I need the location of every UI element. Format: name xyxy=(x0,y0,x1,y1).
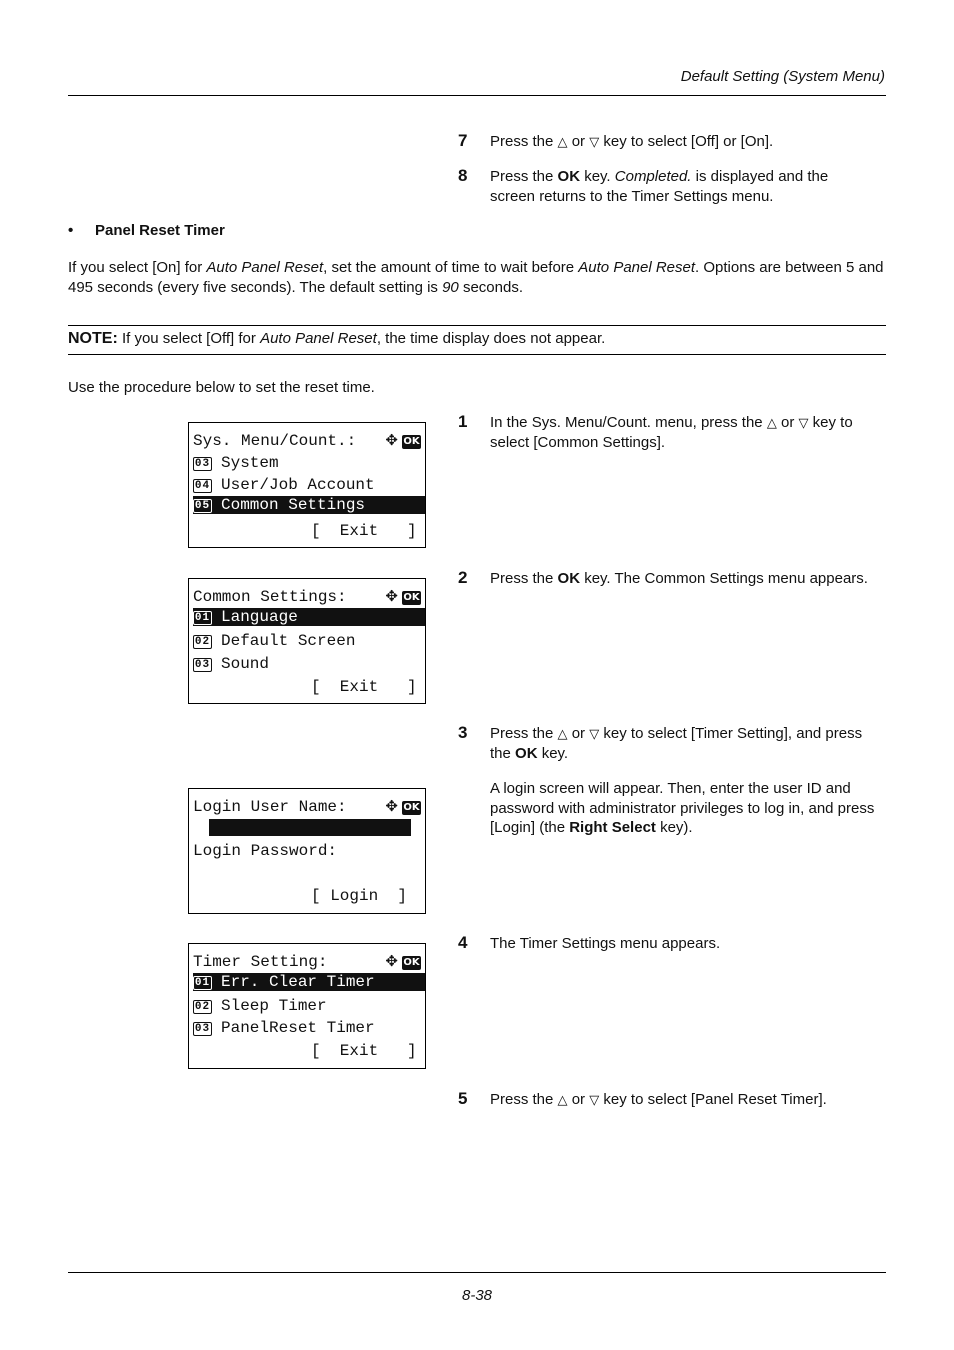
ok-key-icon: OK xyxy=(403,436,420,447)
note-top-rule xyxy=(68,325,886,326)
lcd-login-softkey: [ Login ] xyxy=(311,887,408,905)
cross-key-icon: ✥ xyxy=(385,952,398,970)
lcd-sys-menu xyxy=(188,422,426,548)
lcd-exit-softkey: [ Exit ] xyxy=(311,1042,417,1060)
procedure-intro: Use the procedure below to set the reset time. xyxy=(68,379,375,396)
lcd-title: Sys. Menu/Count.: xyxy=(193,432,357,450)
list-item-selected: 01 Err. Clear Timer xyxy=(193,973,425,991)
list-item-selected: 05 Common Settings xyxy=(193,496,425,514)
list-item: 03 PanelReset Timer xyxy=(194,1019,375,1037)
list-item: 02 Sleep Timer xyxy=(194,997,327,1015)
list-item: 02 Default Screen xyxy=(194,632,356,650)
lcd-login xyxy=(188,788,426,914)
step-1-number: 1 xyxy=(458,412,468,431)
user-name-input xyxy=(209,819,411,836)
step-4-number: 4 xyxy=(458,933,468,952)
step-2-text: Press the OK key. The Common Settings menu appears. xyxy=(490,570,868,587)
lcd-common-settings xyxy=(188,578,426,704)
up-arrow-icon: △ xyxy=(766,415,777,430)
step-1-text: In the Sys. Menu/Count. menu, press the △ or ▽ key to select [Common Settings]. xyxy=(490,414,853,451)
cross-key-icon: ✥ xyxy=(385,587,398,605)
down-arrow-icon: ▽ xyxy=(589,726,600,741)
lcd-title: Common Settings: xyxy=(193,588,347,606)
page-header-title: Default Setting (System Menu) xyxy=(680,68,885,85)
lcd-exit-softkey: [ Exit ] xyxy=(311,522,417,540)
ok-key-icon: OK xyxy=(403,592,420,603)
step-4-text: The Timer Settings menu appears. xyxy=(490,935,721,952)
step-7-number: 7 xyxy=(458,131,468,150)
note: NOTE: If you select [Off] for Auto Panel Reset, the time display does not appear. xyxy=(68,330,606,347)
list-item: 03 Sound xyxy=(194,655,270,673)
step-3-text: Press the △ or ▽ key to select [Timer Setting], and press the OK key. xyxy=(490,725,863,762)
list-item-selected: 01 Language xyxy=(193,608,425,626)
down-arrow-icon: ▽ xyxy=(798,415,809,430)
footer-rule xyxy=(68,1272,886,1273)
section-intro: If you select [On] for Auto Panel Reset, set the amount of time to wait before Auto Panel Reset. Options are between 5 and 495 seconds (every five seconds). The default setting is 90 seconds. xyxy=(68,259,884,296)
lcd-title: Login User Name: xyxy=(193,798,347,816)
step-8-text: Press the OK key. Completed. is displayed and the screen returns to the Timer Settings menu. xyxy=(490,168,829,205)
list-item: 04 User/Job Account xyxy=(194,476,375,494)
lcd-timer-setting xyxy=(188,943,426,1069)
up-arrow-icon: △ xyxy=(557,726,568,741)
step-2-number: 2 xyxy=(458,568,468,587)
cross-key-icon: ✥ xyxy=(385,431,398,449)
note-bottom-rule xyxy=(68,354,886,355)
lcd-nav-icons xyxy=(385,587,421,606)
step-7-text: Press the △ or ▽ key to select [Off] or [On]. xyxy=(490,133,774,150)
lcd-title: Timer Setting: xyxy=(193,953,328,971)
lcd-nav-icons xyxy=(385,952,421,971)
lcd-exit-softkey: [ Exit ] xyxy=(311,678,417,696)
header-rule xyxy=(68,95,886,96)
ok-key-icon: OK xyxy=(403,802,420,813)
step-3-number: 3 xyxy=(458,723,468,742)
lcd-nav-icons xyxy=(385,431,421,450)
up-arrow-icon: △ xyxy=(557,1092,568,1107)
up-arrow-icon: △ xyxy=(557,134,568,149)
password-label: Login Password: xyxy=(193,842,338,860)
cross-key-icon: ✥ xyxy=(385,797,398,815)
section-heading: • Panel Reset Timer xyxy=(68,222,225,239)
step-8-number: 8 xyxy=(458,166,468,185)
ok-key-icon: OK xyxy=(403,957,420,968)
page-number: 8-38 xyxy=(461,1287,493,1304)
step-5-number: 5 xyxy=(458,1089,468,1108)
step-3-detail: A login screen will appear. Then, enter the user ID and password with administrator privileges to log in, and press [Login] (the Right Select key). xyxy=(490,780,875,836)
down-arrow-icon: ▽ xyxy=(589,1092,600,1107)
list-item: 03 System xyxy=(194,454,279,472)
down-arrow-icon: ▽ xyxy=(589,134,600,149)
step-5-text: Press the △ or ▽ key to select [Panel Reset Timer]. xyxy=(490,1091,827,1108)
lcd-nav-icons xyxy=(385,797,421,816)
